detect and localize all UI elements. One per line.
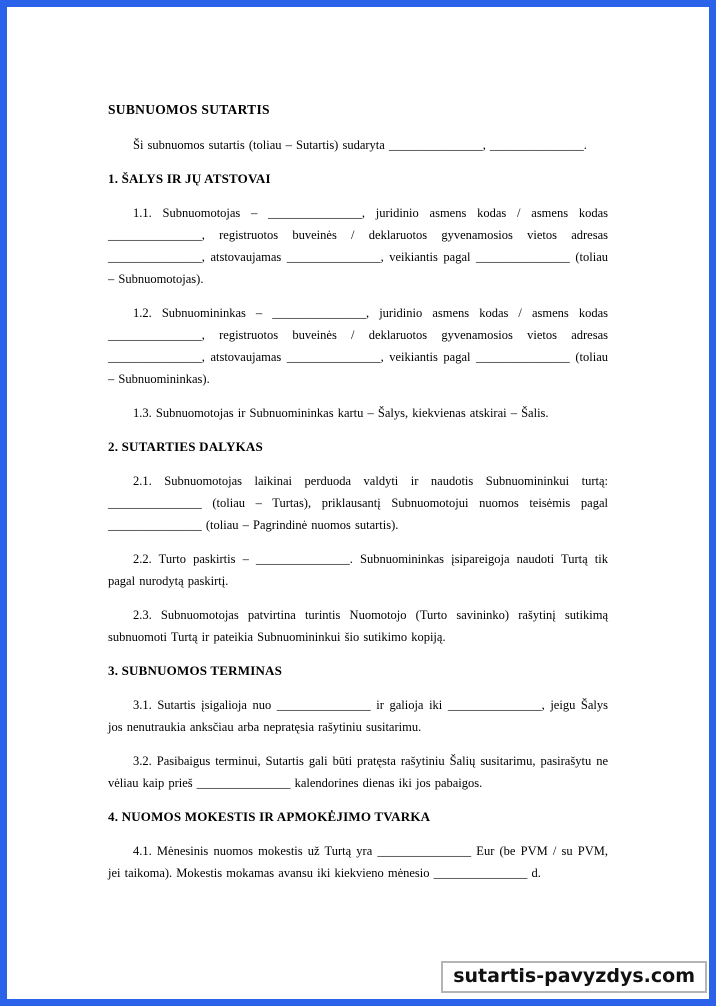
section-3-heading: 3. SUBNUOMOS TERMINAS bbox=[108, 663, 283, 678]
watermark-label: sutartis-pavyzdys.com bbox=[453, 965, 695, 987]
clause-1-1: 1.1. Subnuomotojas – _______________, juridinio asmens kodas / asmens kodas _______________, registruotos buveinės / deklaruotos gyvenamosios vietos adresas _______________, atstovaujamas _______________, veikiantis pagal _______________ (toliau – Subnuomotojas). bbox=[108, 206, 608, 286]
section-1-heading: 1. ŠALYS IR JŲ ATSTOVAI bbox=[108, 171, 271, 186]
clause-3-2: 3.2. Pasibaigus terminui, Sutartis gali būti pratęsta rašytiniu Šalių susitarimu, pasirašytu ne vėliau kaip prieš _______________ kalendorines dienas iki jos pabaigos. bbox=[108, 754, 608, 790]
watermark-badge bbox=[441, 961, 707, 993]
section-4-heading: 4. NUOMOS MOKESTIS IR APMOKĖJIMO TVARKA bbox=[108, 809, 431, 824]
clause-4-1: 4.1. Mėnesinis nuomos mokestis už Turtą yra _______________ Eur (be PVM / su PVM, jei taikoma). Mokestis mokamas avansu iki kiekvieno mėnesio _______________ d. bbox=[108, 844, 608, 880]
clause-1-3: 1.3. Subnuomotojas ir Subnuomininkas kartu – Šalys, kiekvienas atskirai – Šalis. bbox=[133, 406, 549, 420]
clause-1-2: 1.2. Subnuomininkas – _______________, juridinio asmens kodas / asmens kodas _______________, registruotos buveinės / deklaruotos gyvenamosios vietos adresas _______________, atstovaujamas _______________, veikiantis pagal _______________ (toliau – Subnuomininkas). bbox=[108, 306, 608, 386]
clause-3-1: 3.1. Sutartis įsigalioja nuo _______________ ir galioja iki _______________, jeigu Šalys jos nenutraukia anksčiau arba nepratęsia rašytiniu susitarimu. bbox=[108, 698, 608, 734]
document-title: SUBNUOMOS SUTARTIS bbox=[108, 102, 270, 117]
intro-paragraph: Ši subnuomos sutartis (toliau – Sutartis) sudaryta _______________, _______________. bbox=[133, 138, 587, 152]
contract-document bbox=[108, 99, 608, 896]
clause-2-3: 2.3. Subnuomotojas patvirtina turintis Nuomotojo (Turto savininko) rašytinį sutikimą subnuomoti Turtą ir pateikia Subnuomininkui šio sutikimo kopiją. bbox=[108, 608, 608, 644]
section-2-heading: 2. SUTARTIES DALYKAS bbox=[108, 439, 263, 454]
clause-2-2: 2.2. Turto paskirtis – _______________. Subnuomininkas įsipareigoja naudoti Turtą tik pagal nurodytą paskirtį. bbox=[108, 552, 608, 588]
clause-2-1: 2.1. Subnuomotojas laikinai perduoda valdyti ir naudotis Subnuomininkui turtą: _______________ (toliau – Turtas), priklausantį Subnuomotojui nuomos teisėmis pagal _______________ (toliau – Pagrindinė nuomos sutartis). bbox=[108, 474, 608, 532]
